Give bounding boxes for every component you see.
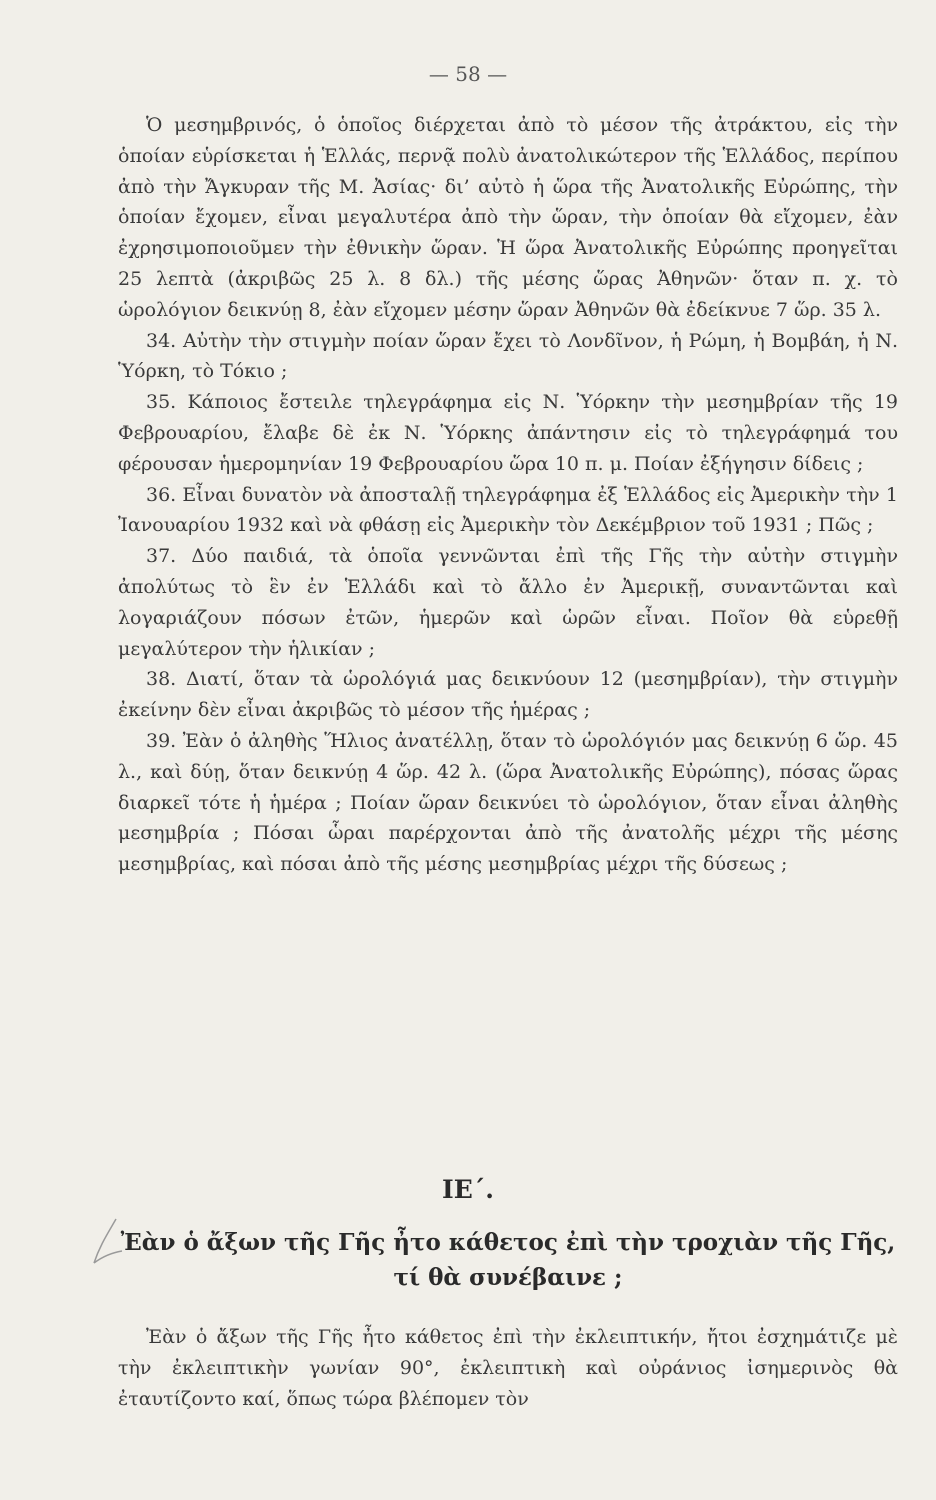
- exercise-34: 34. Αὐτὴν τὴν στιγμὴν ποίαν ὥραν ἔχει τὸ Λονδῖνον, ἡ Ρώμη, ἡ Βομβάη, ἡ Ν. Ὑόρκη, τὸ Τόκιο ;: [118, 329, 898, 383]
- exercise-39: 39. Ἐὰν ὁ ἀληθὴς Ἥλιος ἀνατέλλῃ, ὅταν τὸ ὡρολόγιόν μας δεικνύῃ 6 ὥρ. 45 λ., καὶ δύῃ, ὅταν δεικνύῃ 4 ὥρ. 42 λ. (ὥρα Ἀνατολικῆς Εὐρώπης), πόσας ὥρας διαρκεῖ τότε ἡ ἡμέρα ; Ποίαν ὥραν δεικνύει τὸ ὡρολόγιον, ὅταν εἶναι ἀληθὴς μεσημβρία ; Πόσαι ὧραι παρέρχονται ἀπὸ τῆς ἀνατολῆς μέχρι τῆς μέσης μεσημβρίας, καὶ πόσαι ἀπὸ τῆς μέσης μεσημβρίας μέχρι τῆς δύσεως ;: [118, 729, 898, 876]
- exercise-37: 37. Δύο παιδιά, τὰ ὁποῖα γεννῶνται ἐπὶ τῆς Γῆς τὴν αὐτὴν στιγμὴν ἀπολύτως τὸ ἓν ἐν Ἑλλάδι καὶ τὸ ἄλλο ἐν Ἀμερικῇ, συναντῶνται καὶ λογαριάζουν πόσων ἐτῶν, ἡμερῶν καὶ ὡρῶν εἶναι. Ποῖον θὰ εὑρεθῇ μεγαλύτερον τὴν ἡλικίαν ;: [118, 545, 898, 660]
- exercise-38: 38. Διατί, ὅταν τὰ ὡρολόγιά μας δεικνύουν 12 (μεσημβρίαν), τὴν στιγμὴν ἐκείνην δὲν εἶναι ἀκριβῶς τὸ μέσον τῆς ἡμέρας ;: [118, 668, 898, 722]
- exercise-36: 36. Εἶναι δυνατὸν νὰ ἀποσταλῇ τηλεγράφημα ἐξ Ἑλλάδος εἰς Ἀμερικὴν τὴν 1 Ἰανουαρίου 1932 καὶ νὰ φθάσῃ εἰς Ἀμερικὴν τὸν Δεκέμβριον τοῦ 1931 ; Πῶς ;: [118, 483, 898, 537]
- paragraph-intro: Ὁ μεσημβρινός, ὁ ὁποῖος διέρχεται ἀπὸ τὸ μέσον τῆς ἀτράκτου, εἰς τὴν ὁποίαν εὑρίσκεται ἡ Ἑλλάς, περνᾷ πολὺ ἀνατολικώτερον τῆς Ἑλλάδος, περίπου ἀπὸ τὴν Ἄγκυραν τῆς Μ. Ἀσίας· δι’ αὐτὸ ἡ ὥρα τῆς Ἀνατολικῆς Εὐρώπης, τὴν ὁποίαν ἔχομεν, εἶναι μεγαλυτέρα ἀπὸ τὴν ὥραν, τὴν ὁποίαν θὰ εἴχομεν, ἐὰν ἐχρησιμοποιοῦμεν τὴν ἐθνικὴν ὥραν. Ἡ ὥρα Ἀνατολικῆς Εὐρώπης προηγεῖται 25 λεπτὰ (ἀκριβῶς 25 λ. 8 δλ.) τῆς μέσης ὥρας Ἀθηνῶν· ὅταν π. χ. τὸ ὡρολόγιον δεικνύῃ 8, ἐὰν εἴχομεν μέσην ὥραν Ἀθηνῶν θὰ ἐδείκνυε 7 ὥρ. 35 λ.: [118, 114, 898, 321]
- section-paragraph: Ἐὰν ὁ ἄξων τῆς Γῆς ἦτο κάθετος ἐπὶ τὴν ἐκλειπτικήν, ἤτοι ἐσχημάτιζε μὲ τὴν ἐκλειπτικὴν γωνίαν 90°, ἐκλειπτικὴ καὶ οὐράνιος ἰσημερινὸς θὰ ἐταυτίζοντο καί, ὅπως τώρα βλέπομεν τὸν: [118, 1326, 898, 1410]
- section-body: [118, 1322, 898, 1414]
- page-number: — 58 —: [428, 62, 508, 86]
- section-heading: ΙΕ΄.: [442, 1175, 494, 1204]
- section-title: Ἐὰν ὁ ἄξων τῆς Γῆς ἦτο κάθετος ἐπὶ τὴν τροχιὰν τῆς Γῆς, τί θὰ συνέβαινε ;: [120, 1229, 896, 1291]
- exercise-35: 35. Κάποιος ἔστειλε τηλεγράφημα εἰς Ν. Ὑόρκην τὴν μεσημβρίαν τῆς 19 Φεβρουαρίου, ἔλαβε δὲ ἐκ Ν. Ὑόρκης ἀπάντησιν εἰς τὸ τηλεγράφημά του φέρουσαν ἡμερομηνίαν 19 Φεβρουαρίου ὥρα 10 π. μ. Ποίαν ἐξήγησιν δίδεις ;: [118, 391, 898, 475]
- body-text: [118, 110, 898, 880]
